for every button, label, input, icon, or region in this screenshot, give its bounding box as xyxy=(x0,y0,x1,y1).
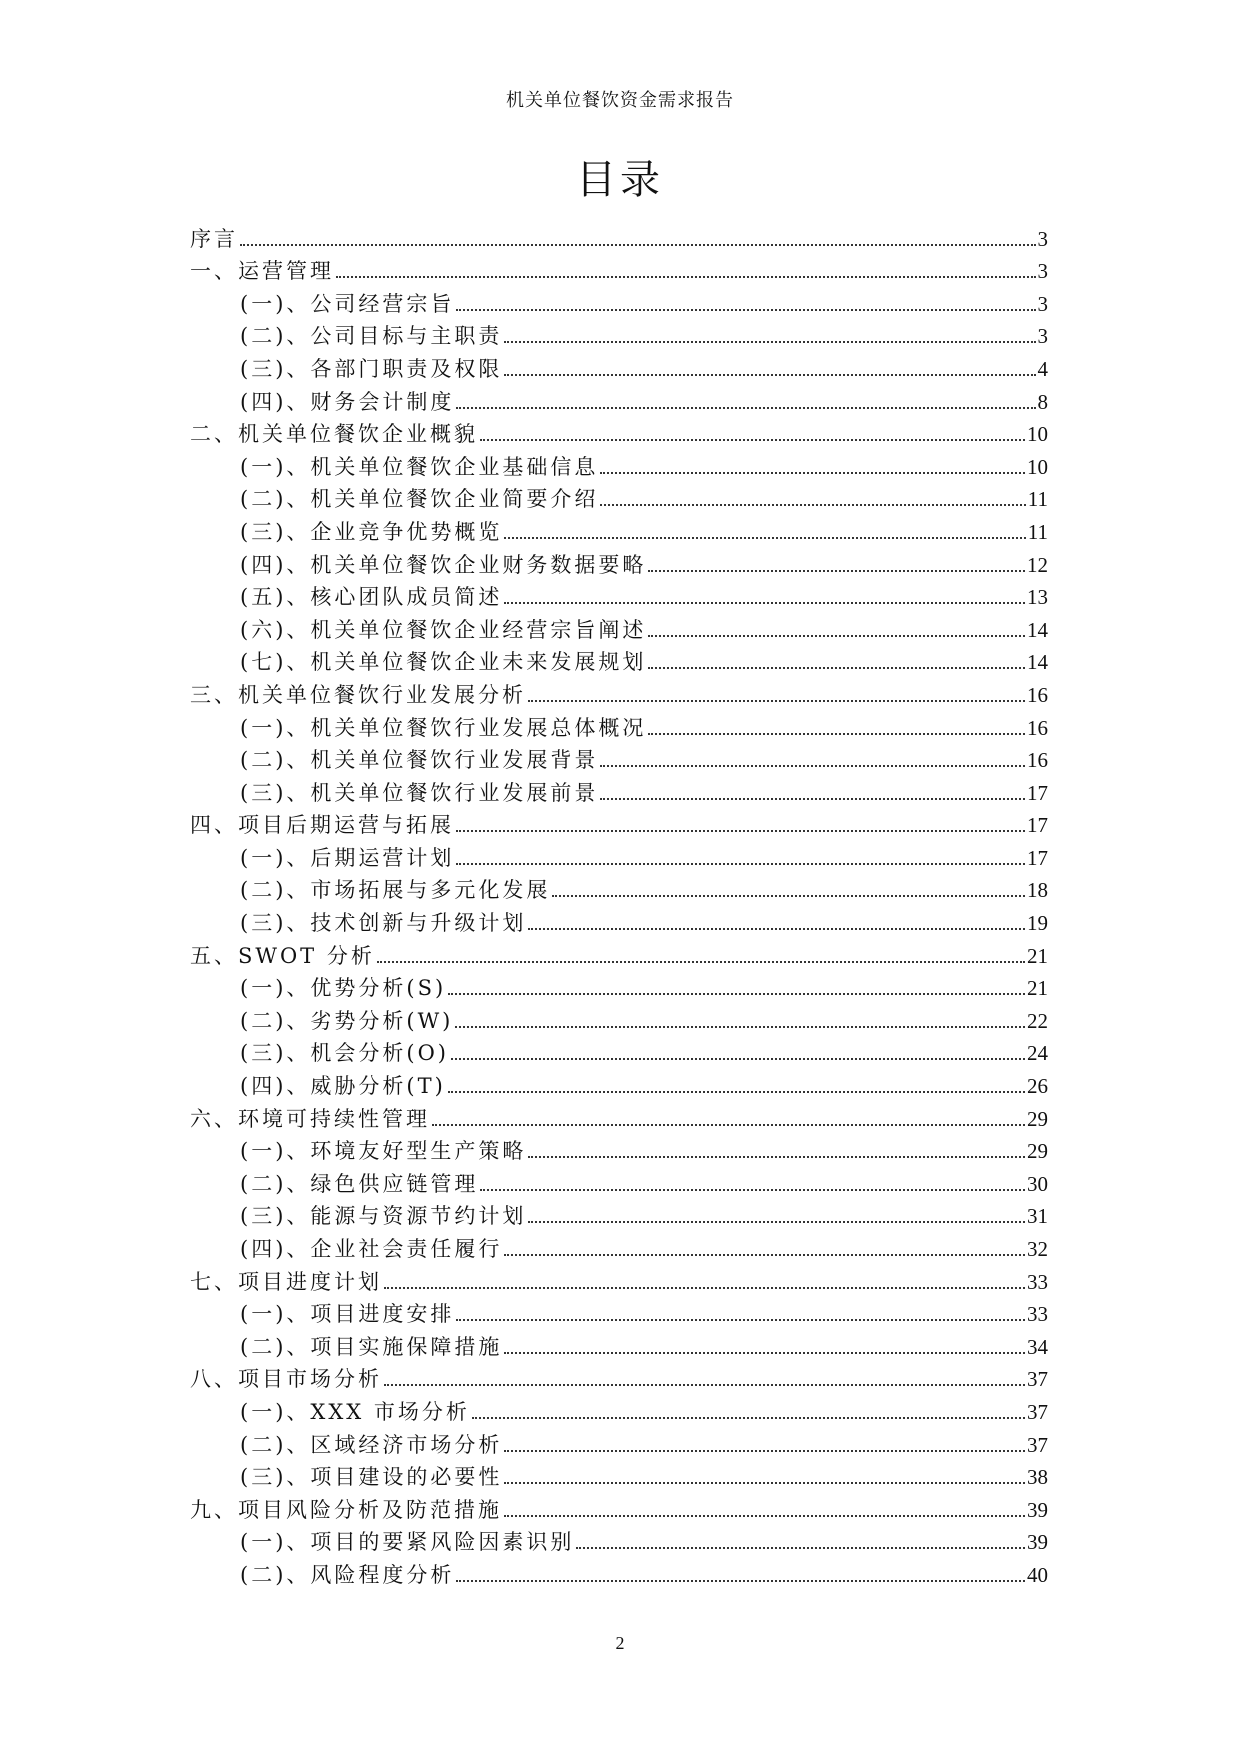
toc-entry-text: (五)、核心团队成员简述 xyxy=(240,585,503,610)
toc-entry-page: 29 xyxy=(1027,1106,1048,1131)
toc-entry-page: 17 xyxy=(1027,813,1048,838)
toc-section-entry[interactable] xyxy=(190,1260,1048,1293)
toc-subsection-entry[interactable] xyxy=(190,967,1048,1000)
toc-section-entry[interactable] xyxy=(190,250,1048,283)
toc-subsection-entry[interactable] xyxy=(190,836,1048,869)
toc-dot-leader xyxy=(480,1189,1025,1191)
toc-entry-page: 37 xyxy=(1027,1399,1048,1424)
toc-title: 目录 xyxy=(576,157,664,203)
toc-entry-text: (一)、后期运营计划 xyxy=(240,845,455,870)
toc-entry-page: 26 xyxy=(1027,1074,1048,1099)
toc-entry-text: (一)、优势分析(S) xyxy=(240,976,447,1001)
toc-entry-page: 14 xyxy=(1027,617,1048,642)
toc-entry-text: 四、项目后期运营与拓展 xyxy=(190,813,454,838)
toc-entry-page: 3 xyxy=(1037,226,1048,251)
toc-entry-text: (四)、机关单位餐饮企业财务数据要略 xyxy=(240,552,647,577)
toc-subsection-entry[interactable] xyxy=(190,478,1048,511)
toc-entry-page: 34 xyxy=(1027,1334,1048,1359)
toc-dot-leader xyxy=(384,1384,1025,1386)
toc-dot-leader xyxy=(448,993,1025,995)
toc-entry-page: 39 xyxy=(1027,1530,1048,1555)
toc-subsection-entry[interactable] xyxy=(190,869,1048,902)
table-of-contents xyxy=(190,217,1048,1586)
toc-entry-page: 29 xyxy=(1027,1139,1048,1164)
toc-entry-text: 一、运营管理 xyxy=(190,259,334,284)
toc-entry-page: 40 xyxy=(1027,1562,1048,1587)
toc-entry-page: 10 xyxy=(1027,422,1048,447)
toc-subsection-entry[interactable] xyxy=(190,1423,1048,1456)
toc-dot-leader xyxy=(240,244,1036,246)
toc-dot-leader xyxy=(504,341,1035,343)
toc-entry-text: (一)、公司经营宗旨 xyxy=(240,291,455,316)
toc-entry-text: (二)、机关单位餐饮企业简要介绍 xyxy=(240,487,599,512)
toc-entry-text: (三)、机关单位餐饮行业发展前景 xyxy=(240,780,599,805)
toc-dot-leader xyxy=(528,1156,1025,1158)
toc-subsection-entry[interactable] xyxy=(190,1064,1048,1097)
toc-subsection-entry[interactable] xyxy=(190,1162,1048,1195)
toc-dot-leader xyxy=(528,1221,1025,1223)
toc-subsection-entry[interactable] xyxy=(190,1456,1048,1489)
toc-entry-page: 17 xyxy=(1027,845,1048,870)
toc-subsection-entry[interactable] xyxy=(190,1032,1048,1065)
toc-subsection-entry[interactable] xyxy=(190,771,1048,804)
toc-subsection-entry[interactable] xyxy=(190,641,1048,674)
toc-subsection-entry[interactable] xyxy=(190,282,1048,315)
toc-entry-text: (一)、机关单位餐饮行业发展总体概况 xyxy=(240,715,647,740)
toc-dot-leader xyxy=(504,1254,1025,1256)
toc-subsection-entry[interactable] xyxy=(190,1521,1048,1554)
toc-dot-leader xyxy=(600,504,1025,506)
toc-dot-leader xyxy=(504,537,1025,539)
toc-entry-page: 37 xyxy=(1027,1367,1048,1392)
toc-entry-text: (三)、技术创新与升级计划 xyxy=(240,911,527,936)
toc-entry-page: 33 xyxy=(1027,1269,1048,1294)
toc-entry-page: 16 xyxy=(1027,748,1048,773)
toc-entry-text: (一)、项目进度安排 xyxy=(240,1302,455,1327)
toc-subsection-entry[interactable] xyxy=(190,576,1048,609)
toc-entry-page: 8 xyxy=(1037,389,1048,414)
toc-entry-page: 4 xyxy=(1037,356,1048,381)
toc-dot-leader xyxy=(451,1058,1025,1060)
toc-subsection-entry[interactable] xyxy=(190,901,1048,934)
toc-subsection-entry[interactable] xyxy=(190,739,1048,772)
toc-dot-leader xyxy=(600,765,1025,767)
toc-dot-leader xyxy=(384,1287,1025,1289)
toc-dot-leader xyxy=(552,895,1025,897)
toc-entry-page: 33 xyxy=(1027,1302,1048,1327)
toc-section-entry[interactable] xyxy=(190,1358,1048,1391)
toc-dot-leader xyxy=(377,961,1025,963)
toc-dot-leader xyxy=(504,1352,1025,1354)
toc-entry-page: 24 xyxy=(1027,1041,1048,1066)
toc-section-entry[interactable] xyxy=(190,413,1048,446)
toc-entry-page: 30 xyxy=(1027,1171,1048,1196)
toc-entry-page: 14 xyxy=(1027,650,1048,675)
toc-entry-text: 七、项目进度计划 xyxy=(190,1269,382,1294)
toc-entry-page: 21 xyxy=(1027,976,1048,1001)
toc-dot-leader xyxy=(648,635,1025,637)
toc-subsection-entry[interactable] xyxy=(190,347,1048,380)
toc-entry-text: 六、环境可持续性管理 xyxy=(190,1106,430,1131)
toc-dot-leader xyxy=(504,602,1025,604)
toc-entry-text: 八、项目市场分析 xyxy=(190,1367,382,1392)
toc-dot-leader xyxy=(504,1450,1025,1452)
toc-entry-text: (二)、风险程度分析 xyxy=(240,1562,455,1587)
toc-entry-text: (二)、公司目标与主职责 xyxy=(240,324,503,349)
toc-dot-leader xyxy=(528,700,1025,702)
toc-section-entry[interactable] xyxy=(190,804,1048,837)
toc-subsection-entry[interactable] xyxy=(190,315,1048,348)
toc-dot-leader xyxy=(455,1026,1025,1028)
toc-entry-page: 39 xyxy=(1027,1497,1048,1522)
toc-subsection-entry[interactable] xyxy=(190,510,1048,543)
toc-entry-page: 13 xyxy=(1027,585,1048,610)
toc-entry-page: 3 xyxy=(1037,259,1048,284)
toc-entry-text: (二)、区域经济市场分析 xyxy=(240,1432,503,1457)
toc-entry-text: 九、项目风险分析及防范措施 xyxy=(190,1497,502,1522)
toc-entry-text: (四)、企业社会责任履行 xyxy=(240,1237,503,1261)
toc-subsection-entry[interactable] xyxy=(190,1390,1048,1423)
toc-entry-page: 22 xyxy=(1027,1008,1048,1033)
toc-dot-leader xyxy=(456,1580,1025,1582)
toc-dot-leader xyxy=(648,733,1025,735)
toc-entry-text: (一)、环境友好型生产策略 xyxy=(240,1139,527,1164)
toc-entry-page: 10 xyxy=(1027,454,1048,479)
toc-entry-text: (二)、机关单位餐饮行业发展背景 xyxy=(240,748,599,773)
toc-entry-text: (三)、各部门职责及权限 xyxy=(240,356,503,381)
toc-subsection-entry[interactable] xyxy=(190,706,1048,739)
toc-entry-text: (四)、威胁分析(T) xyxy=(240,1074,446,1099)
toc-entry-text: (四)、财务会计制度 xyxy=(240,389,455,414)
toc-entry-page: 11 xyxy=(1027,487,1048,512)
toc-dot-leader xyxy=(648,667,1025,669)
toc-dot-leader xyxy=(600,472,1025,474)
toc-entry-text: (三)、能源与资源节约计划 xyxy=(240,1204,527,1229)
toc-subsection-entry[interactable] xyxy=(190,1325,1048,1358)
toc-subsection-entry[interactable] xyxy=(190,999,1048,1032)
toc-section-entry[interactable] xyxy=(190,673,1048,706)
toc-dot-leader xyxy=(456,309,1035,311)
toc-subsection-entry[interactable] xyxy=(190,1195,1048,1228)
toc-subsection-entry[interactable] xyxy=(190,1130,1048,1163)
toc-entry-page: 3 xyxy=(1037,291,1048,316)
toc-entry-page: 19 xyxy=(1027,911,1048,936)
toc-subsection-entry[interactable] xyxy=(190,445,1048,478)
toc-dot-leader xyxy=(456,830,1025,832)
toc-dot-leader xyxy=(336,276,1036,278)
toc-entry-page: 18 xyxy=(1027,878,1048,903)
toc-entry-page: 37 xyxy=(1027,1432,1048,1457)
toc-dot-leader xyxy=(600,798,1025,800)
toc-section-entry[interactable] xyxy=(190,1488,1048,1521)
toc-entry-page: 38 xyxy=(1027,1465,1048,1490)
toc-entry-text: (二)、项目实施保障措施 xyxy=(240,1334,503,1359)
toc-entry-text: 五、SWOT 分析 xyxy=(190,943,375,968)
toc-entry-text: (三)、机会分析(O) xyxy=(240,1041,449,1066)
toc-entry-page: 11 xyxy=(1027,519,1048,544)
toc-subsection-entry[interactable] xyxy=(190,1227,1048,1260)
toc-subsection-entry[interactable] xyxy=(190,1293,1048,1326)
toc-entry-page: 32 xyxy=(1027,1237,1048,1261)
toc-entry-page: 21 xyxy=(1027,943,1048,968)
toc-entry-text: (二)、劣势分析(W) xyxy=(240,1008,454,1033)
toc-subsection-entry[interactable] xyxy=(190,543,1048,576)
toc-dot-leader xyxy=(480,439,1025,441)
toc-entry-text: 三、机关单位餐饮行业发展分析 xyxy=(190,682,526,707)
running-header: 机关单位餐饮资金需求报告 xyxy=(506,90,734,111)
toc-dot-leader xyxy=(456,863,1025,865)
toc-dot-leader xyxy=(456,407,1035,409)
toc-entry-text: (三)、企业竞争优势概览 xyxy=(240,519,503,544)
toc-entry-text: (六)、机关单位餐饮企业经营宗旨阐述 xyxy=(240,617,647,642)
toc-section-entry[interactable] xyxy=(190,217,1048,250)
toc-subsection-entry[interactable] xyxy=(190,608,1048,641)
toc-entry-page: 12 xyxy=(1027,552,1048,577)
toc-entry-page: 17 xyxy=(1027,780,1048,805)
toc-section-entry[interactable] xyxy=(190,934,1048,967)
page-number: 2 xyxy=(615,1633,625,1653)
toc-entry-text: 二、机关单位餐饮企业概貌 xyxy=(190,422,478,447)
toc-dot-leader xyxy=(504,1482,1025,1484)
toc-dot-leader xyxy=(528,928,1025,930)
toc-dot-leader xyxy=(504,374,1035,376)
toc-entry-page: 31 xyxy=(1027,1204,1048,1229)
toc-dot-leader xyxy=(432,1124,1025,1126)
toc-entry-text: (二)、市场拓展与多元化发展 xyxy=(240,878,551,903)
toc-subsection-entry[interactable] xyxy=(190,1553,1048,1586)
toc-entry-page: 3 xyxy=(1037,324,1048,349)
toc-entry-page: 16 xyxy=(1027,715,1048,740)
toc-entry-text: (一)、机关单位餐饮企业基础信息 xyxy=(240,454,599,479)
toc-entry-page: 16 xyxy=(1027,682,1048,707)
toc-section-entry[interactable] xyxy=(190,1097,1048,1130)
toc-entry-text: 序言 xyxy=(190,226,238,251)
toc-entry-text: (二)、绿色供应链管理 xyxy=(240,1171,479,1196)
toc-dot-leader xyxy=(456,1319,1025,1321)
toc-dot-leader xyxy=(504,1515,1025,1517)
toc-dot-leader xyxy=(576,1547,1025,1549)
toc-entry-text: (三)、项目建设的必要性 xyxy=(240,1465,503,1490)
toc-dot-leader xyxy=(448,1091,1025,1093)
toc-dot-leader xyxy=(472,1417,1025,1419)
toc-dot-leader xyxy=(648,570,1025,572)
toc-entry-text: (一)、项目的要紧风险因素识别 xyxy=(240,1530,575,1555)
toc-entry-text: (一)、XXX 市场分析 xyxy=(240,1399,470,1424)
toc-subsection-entry[interactable] xyxy=(190,380,1048,413)
toc-entry-text: (七)、机关单位餐饮企业未来发展规划 xyxy=(240,650,647,675)
